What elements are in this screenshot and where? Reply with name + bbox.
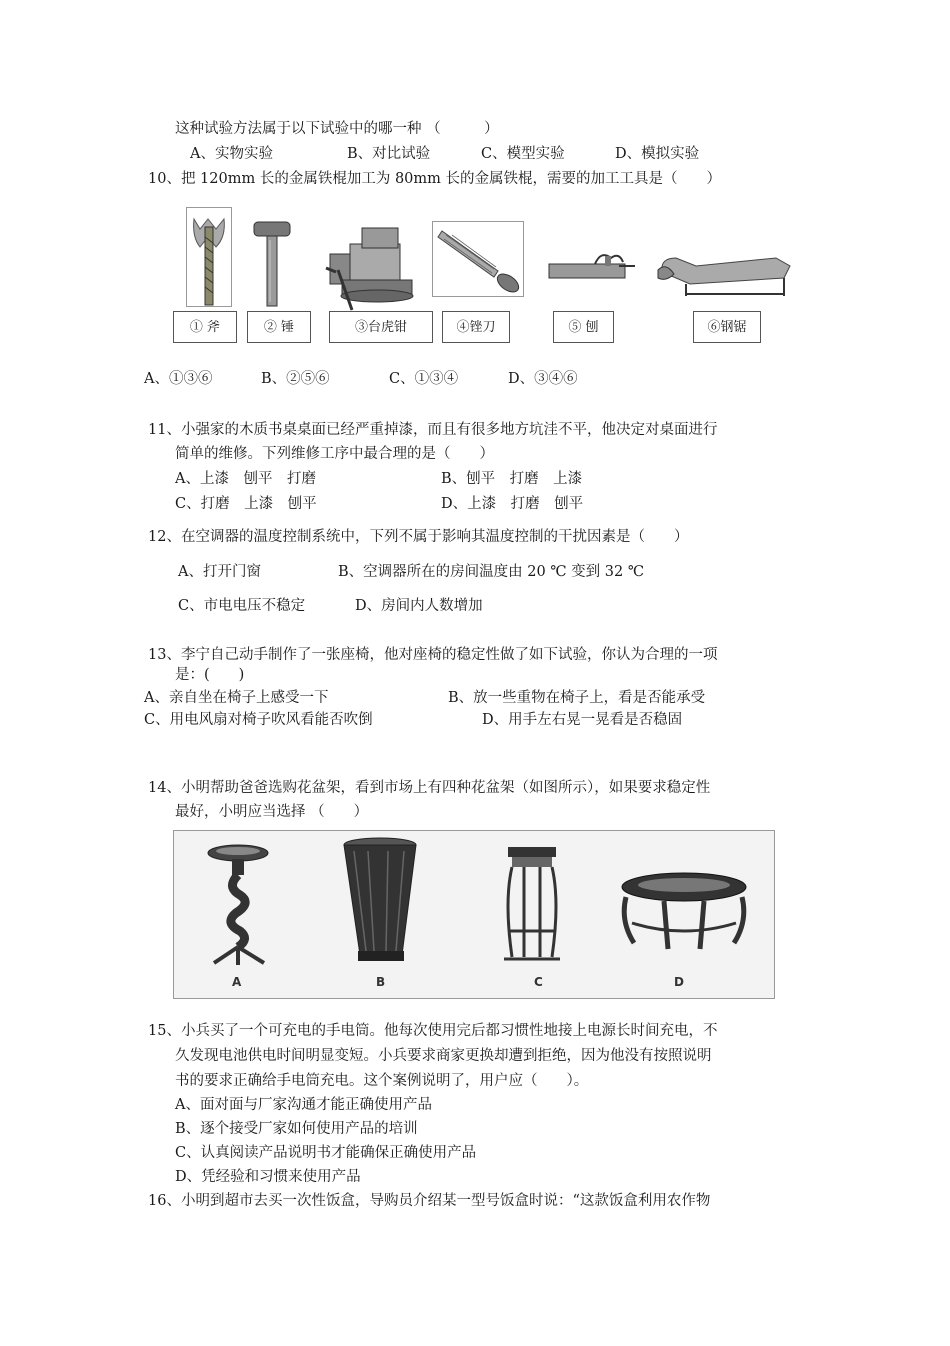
q13-option-c: C、用电风扇对椅子吹风看能否吹倒 — [144, 712, 373, 728]
q12-option-b: B、空调器所在的房间温度由 20 ℃ 变到 32 ℃ — [338, 564, 645, 580]
tool-label-plane: ⑤ 刨 — [553, 311, 614, 343]
q15-option-a: A、面对面与厂家沟通才能正确使用产品 — [175, 1097, 432, 1113]
q11-option-b: B、刨平 打磨 上漆 — [441, 471, 583, 487]
flower-stand-label-c: C — [534, 975, 543, 989]
q13-option-d: D、用手左右晃一晃看是否稳固 — [482, 712, 683, 728]
q9-option-a: A、实物实验 — [190, 146, 273, 162]
tool-label-bench-vise: ③台虎钳 — [329, 311, 433, 343]
tool-label-hammer: ② 锤 — [247, 311, 311, 343]
plane-picture — [545, 246, 637, 286]
q15-stem-line1: 15、小兵买了一个可充电的手电筒。他每次使用完后都习惯性地接上电源长时间充电，不 — [148, 1023, 718, 1039]
q10-option-d: D、③④⑥ — [508, 371, 578, 387]
q12-option-a: A、打开门窗 — [178, 564, 261, 580]
q13-stem-line1: 13、李宁自己动手制作了一张座椅，他对座椅的稳定性做了如下试验，你认为合理的一项 — [148, 647, 718, 663]
q12-stem: 12、在空调器的温度控制系统中，下列不属于影响其温度控制的干扰因素是（ ） — [148, 529, 689, 545]
q13-option-b: B、放一些重物在椅子上，看是否能承受 — [448, 690, 706, 706]
q11-option-a: A、上漆 刨平 打磨 — [175, 471, 316, 487]
q15-stem-line3: 书的要求正确给手电筒充电。这个案例说明了，用户应（ ）。 — [175, 1073, 589, 1089]
q10-option-c: C、①③④ — [389, 371, 459, 387]
axe-picture — [186, 207, 232, 307]
q15-option-b: B、逐个接受厂家如何使用产品的培训 — [175, 1121, 418, 1137]
q11-stem-line2: 简单的维修。下列维修工序中最合理的是（ ） — [175, 446, 494, 462]
flower-stand-a — [208, 845, 268, 965]
q12-option-c: C、市电电压不稳定 — [178, 598, 306, 614]
flower-stand-figure — [173, 830, 775, 999]
q11-option-c: C、打磨 上漆 刨平 — [175, 496, 317, 512]
q10-option-a: A、①③⑥ — [144, 371, 213, 387]
hammer-picture — [252, 218, 292, 308]
q13-option-a: A、亲自坐在椅子上感受一下 — [144, 690, 329, 706]
q15-option-d: D、凭经验和习惯来使用产品 — [175, 1169, 361, 1185]
q9-option-c: C、模型实验 — [481, 146, 565, 162]
tool-label-file: ④锉刀 — [442, 311, 510, 343]
q15-option-c: C、认真阅读产品说明书才能确保正确使用产品 — [175, 1145, 477, 1161]
tool-label-axe: ① 斧 — [173, 311, 237, 343]
q15-stem-line2: 久发现电池供电时间明显变短。小兵要求商家更换却遭到拒绝，因为他没有按照说明 — [175, 1048, 712, 1064]
file-picture — [432, 221, 524, 297]
q10-option-b: B、②⑤⑥ — [261, 371, 330, 387]
flower-stand-label-b: B — [376, 975, 386, 989]
bench-vise-picture — [322, 214, 422, 314]
q9-option-d: D、模拟实验 — [615, 146, 700, 162]
q9-option-b: B、对比试验 — [347, 146, 431, 162]
tool-label-hacksaw: ⑥钢锯 — [693, 311, 761, 343]
q16-stem: 16、小明到超市去买一次性饭盒，导购员介绍某一型号饭盒时说：“这款饭盒利用农作物 — [148, 1193, 711, 1209]
hacksaw-picture — [656, 248, 796, 300]
q14-stem-line2: 最好，小明应当选择 （ ） — [175, 804, 369, 820]
flower-stand-label-a: A — [232, 975, 242, 989]
flower-stand-label-d: D — [674, 975, 684, 989]
flower-stand-c — [504, 847, 560, 959]
flower-stand-d — [622, 873, 746, 949]
q12-option-d: D、房间内人数增加 — [355, 598, 483, 614]
q13-stem-line2: 是：( ) — [175, 667, 245, 683]
q14-stem-line1: 14、小明帮助爸爸选购花盆架，看到市场上有四种花盆架（如图所示），如果要求稳定性 — [148, 780, 711, 796]
flower-stand-b — [344, 838, 416, 961]
q10-stem: 10、把 120mm 长的金属铁棍加工为 80mm 长的金属铁棍，需要的加工工具是（ ） — [148, 171, 722, 187]
q9-stem: 这种试验方法属于以下试验中的哪一种 （ ） — [175, 121, 499, 137]
q11-option-d: D、上漆 打磨 刨平 — [441, 496, 584, 512]
q11-stem-line1: 11、小强家的木质书桌桌面已经严重掉漆，而且有很多地方坑洼不平，他决定对桌面进行 — [148, 422, 718, 438]
